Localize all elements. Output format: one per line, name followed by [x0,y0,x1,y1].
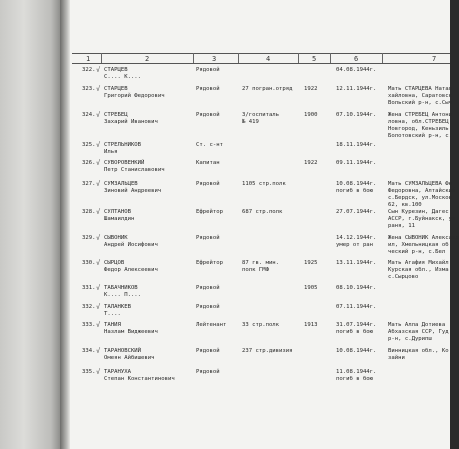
date-of-death-line: 18.11.1944г. [336,142,377,148]
soldier-name-line: СЫВОНИК [104,235,128,241]
soldier-name-line: ТАРАНУХА [104,369,131,375]
record-number-line: 327. [82,181,96,187]
soldier-name-line: СТРЕЛЬНИКОВ [104,142,142,148]
military-unit-line: 33 стр.полк [242,322,280,328]
date-of-death-line: погиб в бою [336,376,374,382]
date-of-death [336,285,376,292]
date-of-death-line: 12.11.1944г. [336,86,377,92]
soldier-name-line: Андрей Иосифович [104,242,158,248]
header-separator [238,53,239,63]
military-rank-line: Рядовой [196,304,220,310]
record-number-line: 325. [82,142,96,148]
soldier-name [104,322,158,336]
check-mark-icon: √ [96,159,101,167]
column-header-4: 4 [266,55,271,63]
military-unit-line: 87 гв. мин. [242,260,280,266]
record-number [82,160,95,167]
record-number [82,304,95,311]
table-row [0,180,456,208]
relative-info [388,86,452,107]
check-mark-icon: √ [96,321,101,329]
record-number-line: 335. [82,369,96,375]
check-mark-icon: √ [96,234,101,242]
record-number-line: 323. [82,86,96,92]
date-of-death-line: погиб в бою [336,188,374,194]
military-unit [242,181,286,188]
military-rank [196,160,220,167]
date-of-death-line: 09.11.1944г. [336,160,377,166]
birth-year [304,112,317,119]
relative-info [388,348,449,362]
date-of-death-line: 11.08.1944г. [336,369,377,375]
soldier-name-line: К.... П.... [104,292,142,298]
date-of-death [336,322,376,336]
date-of-death [336,160,376,167]
relative-info-line: Мать СТАРЦЕВА Натал [388,86,452,92]
relative-info-line: ил, Хмельницкая об [388,242,449,248]
soldier-name [104,86,165,100]
military-unit [242,322,279,329]
relative-info-line: Вольский р-н, с.Сыч [388,100,452,106]
birth-year [304,86,317,93]
birth-year-line: 1900 [304,112,318,118]
relative-info [388,260,449,281]
date-of-death [336,67,376,74]
table-row [0,234,459,261]
record-number [82,86,95,93]
soldier-name-line: ТАНИЯ [104,322,121,328]
column-header-3: 3 [212,55,217,63]
record-number-line: 330. [82,260,96,266]
military-rank [196,181,220,188]
relative-info [388,322,449,343]
military-unit-line: 687 стр.полк [242,209,283,215]
check-mark-icon: √ [96,85,101,93]
military-rank [196,304,220,311]
date-of-death [336,260,376,267]
military-unit-line: 27 погран.отряд [242,86,293,92]
relative-info-line: Федоровна, Алтайский [388,188,456,194]
column-header-7: 7 [432,55,437,63]
date-of-death-line: 07.11.1944г. [336,304,377,310]
column-header-1: 1 [86,55,91,63]
soldier-name [104,112,158,126]
relative-info-line: Жена СТРЕБЕЦ Антони [388,112,452,118]
date-of-death-line: 07.10.1944г. [336,112,377,118]
date-of-death-line: 08.10.1944г. [336,285,377,291]
soldier-name-line: Омеян Айбишевич [104,355,155,361]
military-rank [196,235,220,242]
date-of-death-line: 27.07.1944г. [336,209,377,215]
military-rank-line: Капитан [196,160,220,166]
military-rank-line: Рядовой [196,348,220,354]
record-number-line: 324. [82,112,96,118]
date-of-death-line: 13.11.1944г. [336,260,377,266]
birth-year-line: 1913 [304,322,318,328]
birth-year-line: 1905 [304,285,318,291]
check-mark-icon: √ [96,66,101,74]
military-rank-line: Рядовой [196,285,220,291]
soldier-name-line: С.... К.... [104,74,142,80]
relative-info [388,209,455,230]
birth-year [304,160,317,167]
column-header-2: 2 [145,55,150,63]
birth-year [304,260,317,267]
check-mark-icon: √ [96,284,101,292]
military-rank [196,142,223,149]
military-unit [242,209,282,216]
military-rank [196,209,223,216]
military-unit [242,348,293,355]
military-rank-line: Рядовой [196,235,220,241]
record-number-line: 333. [82,322,96,328]
military-unit [242,260,279,274]
military-unit-line: полк ГМФ [242,267,269,273]
military-rank-line: Рядовой [196,67,220,73]
military-unit [242,86,293,93]
soldier-name [104,348,155,362]
military-rank-line: Лейтенант [196,322,227,328]
record-number-line: 331. [82,285,96,291]
military-rank-line: Рядовой [196,112,220,118]
military-rank-line: Ст. с-нт [196,142,223,148]
date-of-death-line: 14.12.1944г. [336,235,377,241]
date-of-death [336,209,376,216]
military-unit-line: 1105 стр.полк [242,181,286,187]
record-number [82,235,95,242]
military-unit-line: 3/госпиталь [242,112,280,118]
date-of-death-line: 31.07.1944г. [336,322,377,328]
birth-year-line: 1922 [304,86,318,92]
header-separator [298,53,299,63]
check-mark-icon: √ [96,368,101,376]
check-mark-icon: √ [96,303,101,311]
soldier-name-line: Зиновий Андреевич [104,188,162,194]
header-separator [193,53,194,63]
date-of-death-line: 10.08.1944г. [336,348,377,354]
relative-info-line: Жена СЫВОНИК Александ [388,235,459,241]
military-rank [196,67,220,74]
military-unit-line: № 419 [242,119,259,125]
military-rank [196,322,226,329]
check-mark-icon: √ [96,111,101,119]
column-header-6: 6 [354,55,359,63]
soldier-name-line: ТАБАЧНИКОВ [104,285,138,291]
record-number [82,348,95,355]
relative-info [388,235,459,256]
check-mark-icon: √ [96,347,101,355]
table-row [0,208,456,235]
military-rank [196,285,220,292]
header-separator [382,53,383,63]
record-number-line: 334. [82,348,96,354]
column-header-5: 5 [312,55,317,63]
relative-info [388,181,455,209]
check-mark-icon: √ [96,141,101,149]
soldier-name-line: Григорий Федорович [104,93,165,99]
record-number [82,260,95,267]
relative-info-line: Мать СУМЗАЛЬЦЕВА Фе [388,181,452,187]
table-row [0,260,450,286]
header-bottom-rule [72,63,450,64]
date-of-death [336,235,376,249]
relative-info-line: с.Сырцово [388,274,419,280]
soldier-name [104,369,175,383]
soldier-name-line: Захарий Иванович [104,119,158,125]
soldier-name-line: ТАРАНОВСКИЙ [104,348,142,354]
date-of-death-line: 04.08.1944г. [336,67,377,73]
date-of-death [336,142,376,149]
record-number-line: 326. [82,160,96,166]
record-number-line: 328. [82,209,96,215]
soldier-name-line: Шамаилдин [104,216,135,222]
relative-info-line: раня, 11 [388,223,415,229]
relative-info [388,112,452,140]
relative-info-line: Болотовский р-н, с. [388,133,452,139]
soldier-name-line: Илья [104,149,118,155]
birth-year-line: 1925 [304,260,318,266]
relative-info-line: зайни [388,355,405,361]
military-unit-line: 237 стр.дивизия [242,348,293,354]
soldier-name [104,235,158,249]
military-rank [196,369,220,376]
soldier-name [104,181,161,195]
soldier-name-line: Федор Алексеевич [104,267,158,273]
relative-info-line: с.Бердск, ул.Москов [388,195,452,201]
military-unit [242,112,279,126]
birth-year [304,285,317,292]
soldier-name [104,142,141,156]
check-mark-icon: √ [96,180,101,188]
relative-info-line: Мать Агафия Михайл [388,260,449,266]
check-mark-icon: √ [96,208,101,216]
date-of-death [336,112,376,119]
table-row [0,112,450,138]
relative-info-line: Сын Курезин, Дагес [388,209,449,215]
soldier-name-line: СУМЗАЛЬЦЕВ [104,181,138,187]
relative-info-line: Мать Алла Дотиева [388,322,446,328]
date-of-death [336,369,376,383]
record-number-line: 332. [82,304,96,310]
soldier-name-line: СТАРЦЕВ [104,86,128,92]
military-rank-line: Рядовой [196,181,220,187]
relative-info-line: Абхазская ССР, Гуд [388,329,449,335]
soldier-name-line: Степан Константинович [104,376,175,382]
soldier-name-line: ТАЛАНКЕВ [104,304,131,310]
record-number [82,209,95,216]
soldier-name [104,285,141,299]
military-rank-line: Рядовой [196,86,220,92]
relative-info-line: АССР, г.Буйнакск, ул [388,216,456,222]
birth-year [304,322,317,329]
soldier-name-line: Назлам Виджеевич [104,329,158,335]
relative-info-line: ловна, обл.СТРЕБЕЦ [388,119,449,125]
soldier-name [104,260,158,274]
record-number [82,322,95,329]
birth-year-line: 1922 [304,160,318,166]
military-rank [196,260,223,267]
relative-info-line: Винницкая обл., Ко [388,348,449,354]
check-mark-icon: √ [96,259,101,267]
record-number [82,67,95,74]
record-number [82,112,95,119]
record-number [82,285,95,292]
date-of-death [336,181,376,195]
record-number-line: 329. [82,235,96,241]
date-of-death [336,348,376,355]
soldier-name-line: Т.... [104,311,121,317]
relative-info-line: Новгород, Кеньзиль [388,126,449,132]
military-rank [196,112,220,119]
date-of-death-line: умер от ран [336,242,374,248]
record-number [82,181,95,188]
table-row [0,86,450,112]
date-of-death-line: 10.08.1944г. [336,181,377,187]
military-rank-line: Ефрейтор [196,260,223,266]
military-rank [196,348,220,355]
date-of-death [336,304,376,311]
record-number-line: 322. [82,67,96,73]
military-rank-line: Рядовой [196,369,220,375]
table-row [0,369,450,395]
relative-info-line: р-н, с.Дурипш [388,336,432,342]
military-rank-line: Ефрейтор [196,209,223,215]
record-number [82,142,95,149]
soldier-name [104,67,141,81]
date-of-death-line: погиб в бою [336,329,374,335]
soldier-name [104,209,134,223]
relative-info-line: 62, кв.100 [388,202,422,208]
relative-info-line: ческий р-н, с.Бел [388,249,446,255]
record-number [82,369,95,376]
table-row [0,322,450,348]
date-of-death [336,86,376,93]
soldier-name-line: СТАРЦЕВ [104,67,128,73]
soldier-name-line: Петр Станиславович [104,167,165,173]
soldier-name-line: СУЛТАНОВ [104,209,131,215]
header-top-rule [72,53,450,54]
soldier-name [104,160,165,174]
soldier-name-line: СТРЕБЕЦ [104,112,128,118]
relative-info-line: хайловна, Саратовск [388,93,452,99]
relative-info-line: Курская обл., Изма [388,267,449,273]
soldier-name [104,304,131,318]
military-rank [196,86,220,93]
header-separator [330,53,331,63]
soldier-name-line: СЫРЦОВ [104,260,125,266]
header-separator [101,53,102,63]
soldier-name-line: СУВОРОВЕНКИЙ [104,160,145,166]
